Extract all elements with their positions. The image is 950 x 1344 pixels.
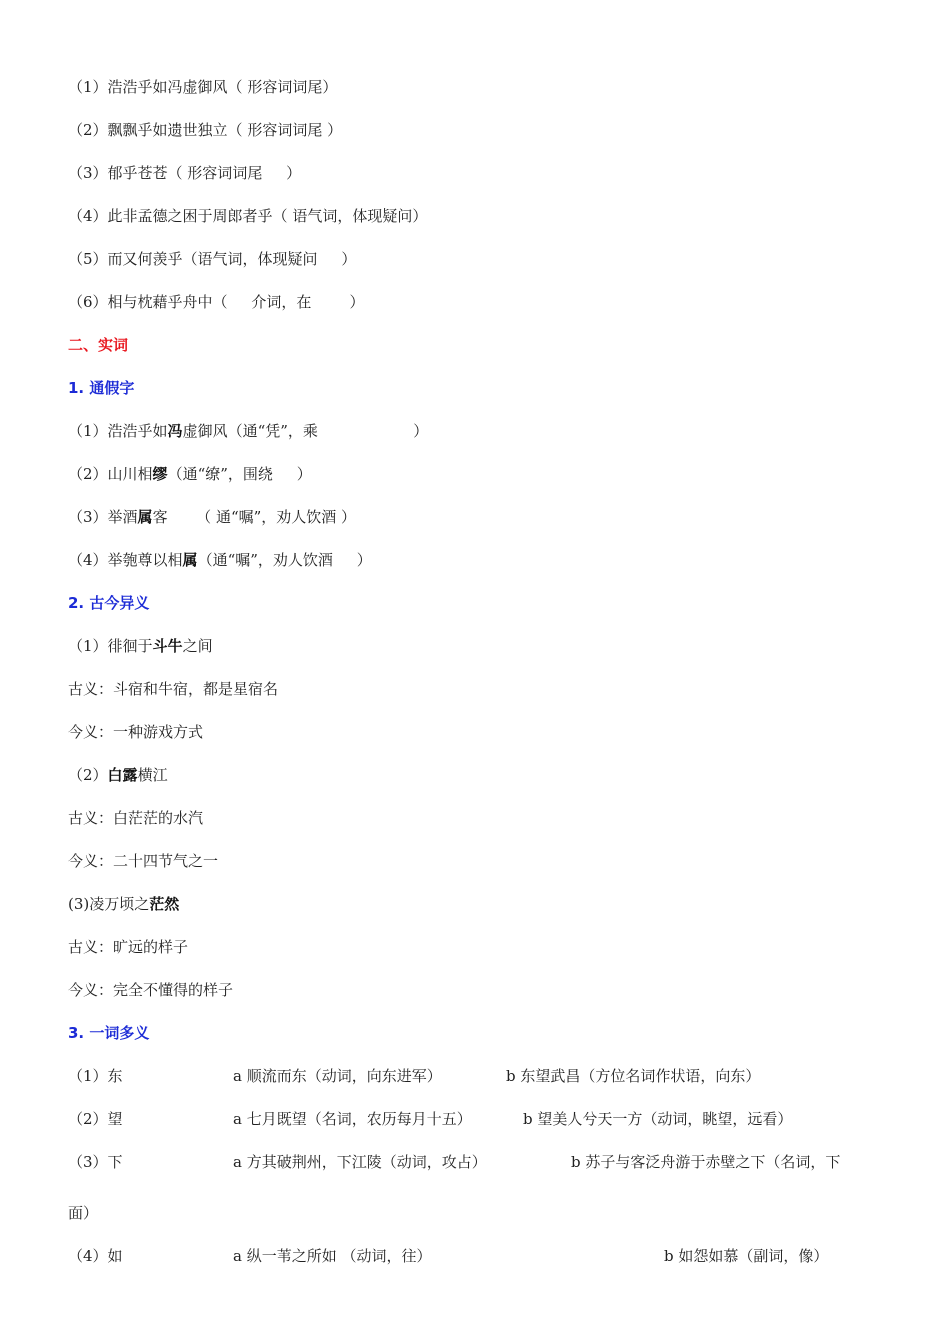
duoyi-sense-a-3: a 方其破荆州，下江陵（动词，攻占） [233, 1153, 487, 1171]
gujin-word-2: （2）白露横江 [68, 766, 168, 784]
tongjiazi-item-2: （2）山川相缪（通“缭”，围绕 ） [68, 465, 312, 483]
xu-ci-item-6: （6）相与枕藉乎舟中（ 介词，在 ） [68, 293, 365, 311]
xu-ci-item-5: （5）而又何羡乎（语气词，体现疑问 ） [68, 250, 357, 268]
tongjiazi-item-4: （4）举匏尊以相属（通“嘱”，劝人饮酒 ） [68, 551, 372, 569]
duoyi-sense-a-2: a 七月既望（名词，农历每月十五） [233, 1110, 472, 1128]
duoyi-word-2: （2）望 [68, 1110, 123, 1128]
xu-ci-item-1: （1）浩浩乎如冯虚御风（ 形容词词尾） [68, 78, 338, 96]
duoyi-word-1: （1）东 [68, 1067, 123, 1085]
gujin-word-1: （1）徘徊于斗牛之间 [68, 637, 213, 655]
xu-ci-item-4: （4）此非孟德之困于周郎者乎（ 语气词，体现疑问） [68, 207, 428, 225]
gujin-modern-2: 今义：二十四节气之一 [68, 852, 219, 870]
gujin-modern-1: 今义：一种游戏方式 [68, 723, 204, 741]
gujin-modern-3: 今义：完全不懂得的样子 [68, 981, 234, 999]
xu-ci-item-2: （2）飘飘乎如遗世独立（ 形容词词尾 ） [68, 121, 343, 139]
tongjiazi-item-3: （3）举酒属客 （ 通“嘱”，劝人饮酒 ） [68, 508, 357, 526]
gujin-ancient-3: 古义：旷远的样子 [68, 938, 189, 956]
tongjiazi-item-1: （1）浩浩乎如冯虚御风（通“凭”，乘 ） [68, 422, 429, 440]
duoyi-sense-a-4: a 纵一苇之所如 （动词，往） [233, 1247, 432, 1265]
duoyi-word-3: （3）下 [68, 1153, 123, 1171]
duoyi-sense-a-1: a 顺流而东（动词，向东进军） [233, 1067, 442, 1085]
duoyi-wrap-3: 面） [68, 1204, 99, 1222]
gujin-ancient-1: 古义：斗宿和牛宿，都是星宿名 [68, 680, 279, 698]
subheading-yiciduoyi: 3. 一词多义 [68, 1024, 150, 1042]
subheading-tongjiazi: 1. 通假字 [68, 379, 135, 397]
duoyi-sense-b-1: b 东望武昌（方位名词作状语，向东） [506, 1067, 761, 1085]
duoyi-sense-b-3: b 苏子与客泛舟游于赤壁之下（名词，下 [571, 1153, 841, 1171]
xu-ci-item-3: （3）郁乎苍苍（ 形容词词尾 ） [68, 164, 302, 182]
gujin-ancient-2: 古义：白茫茫的水汽 [68, 809, 204, 827]
duoyi-sense-b-2: b 望美人兮天一方（动词，眺望，远看） [523, 1110, 793, 1128]
subheading-gujinyiyi: 2. 古今异义 [68, 594, 150, 612]
section-heading-shici: 二、实词 [68, 336, 129, 354]
duoyi-sense-b-4: b 如怨如慕（副词，像） [664, 1247, 829, 1265]
duoyi-word-4: （4）如 [68, 1247, 123, 1265]
gujin-word-3: (3)凌万顷之茫然 [68, 895, 180, 913]
